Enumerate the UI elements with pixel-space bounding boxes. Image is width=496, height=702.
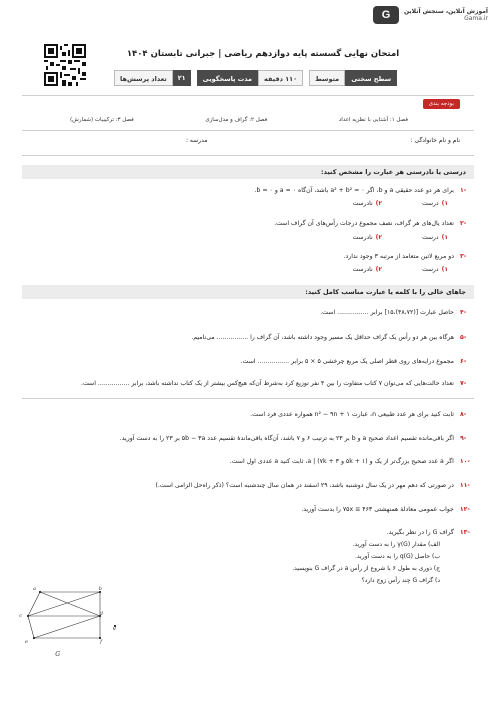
- question-11: [26, 481, 470, 490]
- question-text: برای هر دو عدد حقیقی a و b، اگر a² + b² = ۰ باشد، آن‌گاه a = ۰ و b = ۰.: [254, 187, 454, 194]
- topic-1: فصل ۱: آشنایی با نظریه اعداد: [338, 117, 408, 123]
- question-number: -۱۱: [459, 482, 470, 489]
- option-number: ۲): [375, 200, 383, 207]
- question-number: -۹: [460, 435, 467, 442]
- brand-logo-icon: [373, 6, 399, 24]
- q13-part-c: ج) دوری به طول ۶ با شروع از رأس a در گراف G بنویسید.: [292, 565, 440, 572]
- vertex-label: d: [99, 611, 103, 617]
- question-number: -۵: [460, 334, 467, 341]
- q13-part-b: ب) حاصل (G)‏q را به دست آورید.: [355, 553, 440, 560]
- option-false[interactable]: [353, 266, 382, 273]
- question-4: [26, 308, 470, 317]
- question-text: حاصل عبارت [(۴۸،۷۲)،۱۵] برابر ................ است.: [320, 309, 454, 316]
- divider: [22, 130, 474, 131]
- option-number: ۱): [441, 234, 448, 241]
- vertex-label: c: [19, 613, 22, 619]
- brand-header[interactable]: [373, 6, 488, 24]
- divider: [22, 398, 474, 399]
- info-questions-value: ۲۱: [173, 70, 191, 86]
- option-label: درست: [422, 200, 439, 207]
- school-label: مدرسه :: [186, 137, 208, 144]
- q13-part-d: د) گراف G چند رأس زوج دارد؟: [361, 577, 440, 584]
- question-text: ثابت کنید برای هر عدد طبیعی n، عبارت n² − ۹n + ۱ همواره عددی فرد است.: [250, 411, 454, 418]
- question-text: دو مربع لاتین متعامد از مرتبه ۳ وجود ندارد.: [343, 253, 454, 260]
- qr-code-icon[interactable]: [44, 44, 86, 86]
- graph-name: G: [55, 651, 60, 658]
- option-true[interactable]: [422, 200, 448, 207]
- question-6: [26, 357, 470, 366]
- graph-g-figure: [20, 586, 120, 666]
- vertex-label: e: [25, 639, 28, 645]
- brand-url[interactable]: Gama.ir: [464, 15, 488, 22]
- question-1-options: [353, 200, 448, 207]
- question-10: [26, 457, 470, 466]
- info-difficulty-value: متوسط: [309, 70, 345, 86]
- question-text: اگر باقی‌مانده تقسیم اعداد صحیح a و b بر ۲۳ به ترتیب ۶ و ۷ باشد، آن‌گاه باقی‌ماندهٔ تقسیم عدد ۵b − ۳a بر ۲۳ را به دست آورید.: [119, 435, 454, 442]
- question-9: [26, 434, 470, 443]
- brand-name: آموزش آنلاین، سنجش آنلاین: [403, 7, 488, 15]
- vertex-label: f: [100, 639, 102, 645]
- question-number: -۲: [460, 220, 467, 227]
- question-7: [26, 379, 470, 388]
- question-text: جواب عمومی معادلهٔ همنهشتی ۷۵x ≡ ۴۶۳ را بدست آورید.: [301, 506, 454, 513]
- topic-2: فصل ۲: گراف و مدل‌سازی: [205, 117, 268, 123]
- question-number: -۴: [460, 309, 467, 316]
- option-label: نادرست: [352, 266, 373, 273]
- question-3: [26, 252, 470, 261]
- q13-part-a: الف) مقدار γ(G) را به دست آورید.: [352, 541, 440, 548]
- question-number: -۳: [460, 253, 467, 260]
- exam-info-bar: [114, 70, 397, 86]
- section-true-false: درستی یا نادرستی هر عبارت را مشخص کنید:: [22, 165, 474, 179]
- brand-text: [404, 8, 488, 23]
- question-13: [26, 528, 470, 537]
- question-number: -۱۲: [459, 506, 470, 513]
- question-text: گراف G را در نظر بگیرید.: [386, 529, 454, 536]
- question-text: اگر a عدد صحیح بزرگ‌تر از یک و (۵k + ۱ و ۷k + ۳) | a، ثابت کنید a عددی اول است.: [229, 458, 454, 465]
- option-number: ۱): [441, 266, 448, 273]
- section-fill-blank: جاهای خالی را با کلمه یا عبارت مناسب کامل کنید:: [22, 285, 474, 299]
- info-duration: [197, 70, 303, 86]
- budget-badge: بودجه بندی: [423, 99, 460, 109]
- divider: [22, 95, 474, 96]
- question-8: [26, 410, 470, 419]
- logo-letter: G: [381, 9, 391, 21]
- question-2: [26, 219, 470, 228]
- question-5: [26, 333, 470, 342]
- question-text: در صورتی که دهم مهر در یک سال دوشنبه باشد، ۲۹ اسفند در همان سال چندشنبه است؟ (ذکر راه‌حل الزامی است.): [155, 482, 454, 489]
- question-text: مجموع درایه‌های روی قطر اصلی یک مربع چرخشی ۵ × ۵ برابر ................ است.: [240, 358, 454, 365]
- option-label: درست: [422, 234, 439, 241]
- topics-row: [70, 117, 408, 123]
- divider: [22, 155, 474, 156]
- info-difficulty-label: سطح سختی: [345, 70, 397, 86]
- option-false[interactable]: [353, 200, 382, 207]
- question-number: -۱۰: [459, 458, 470, 465]
- graph-vertex: [39, 591, 41, 593]
- topic-3: فصل ۳: ترکیبیات (شمارش): [70, 117, 134, 123]
- exam-title: امتحان نهایی گسسته پایه دوازدهم ریاضی | جبرانی تابستان ۱۴۰۴: [126, 49, 400, 59]
- vertex-label: a: [33, 586, 36, 592]
- question-text: هرگاه بین هر دو رأس یک گراف حداقل یک مسیر وجود داشته باشد، آن گراف را ................ می‌نامیم.: [191, 334, 454, 341]
- graph-vertex: [33, 637, 35, 639]
- graph-edge: [34, 616, 100, 638]
- graph-vertex: [27, 615, 29, 617]
- option-true[interactable]: [422, 234, 448, 241]
- option-label: درست: [422, 266, 439, 273]
- graph-edge: [28, 616, 34, 638]
- info-difficulty: [309, 70, 397, 86]
- info-duration-value: ۱۱۰ دقیقه: [258, 70, 303, 86]
- option-true[interactable]: [422, 266, 448, 273]
- option-label: نادرست: [352, 234, 373, 241]
- student-name-label: نام و نام خانوادگی :: [410, 137, 460, 144]
- student-info-row: [36, 137, 460, 144]
- question-text: تعداد حالت‌هایی که می‌توان ۷ کتاب متفاوت را بین ۴ نفر توزیع کرد به‌شرط آن‌که هیچ‌کس بیشتر از یک کتاب نداشته باشد، برابر ................ است.: [81, 380, 454, 387]
- question-number: -۱۳: [459, 529, 470, 536]
- question-3-options: [353, 266, 448, 273]
- question-text: تعداد یال‌های هر گراف، نصف مجموع درجات رأس‌های آن گراف است.: [274, 220, 454, 227]
- question-number: -۸: [460, 411, 467, 418]
- option-number: ۲): [375, 234, 383, 241]
- option-label: نادرست: [352, 200, 373, 207]
- option-number: ۲): [375, 266, 383, 273]
- graph-edge: [40, 592, 100, 616]
- info-questions-label: تعداد پرسش‌ها: [114, 70, 173, 86]
- vertex-label: b: [98, 586, 102, 592]
- option-false[interactable]: [353, 234, 382, 241]
- question-12: [26, 505, 470, 514]
- option-number: ۱): [441, 200, 448, 207]
- vertex-label: g: [112, 625, 116, 631]
- question-number: -۷: [460, 380, 467, 387]
- question-2-options: [353, 234, 448, 241]
- question-number: -۶: [460, 358, 467, 365]
- graph-edge: [28, 592, 100, 616]
- info-questions: [114, 70, 191, 86]
- question-1: [26, 186, 470, 195]
- question-number: -۱: [460, 187, 467, 194]
- info-duration-label: مدت پاسخگویی: [197, 70, 258, 86]
